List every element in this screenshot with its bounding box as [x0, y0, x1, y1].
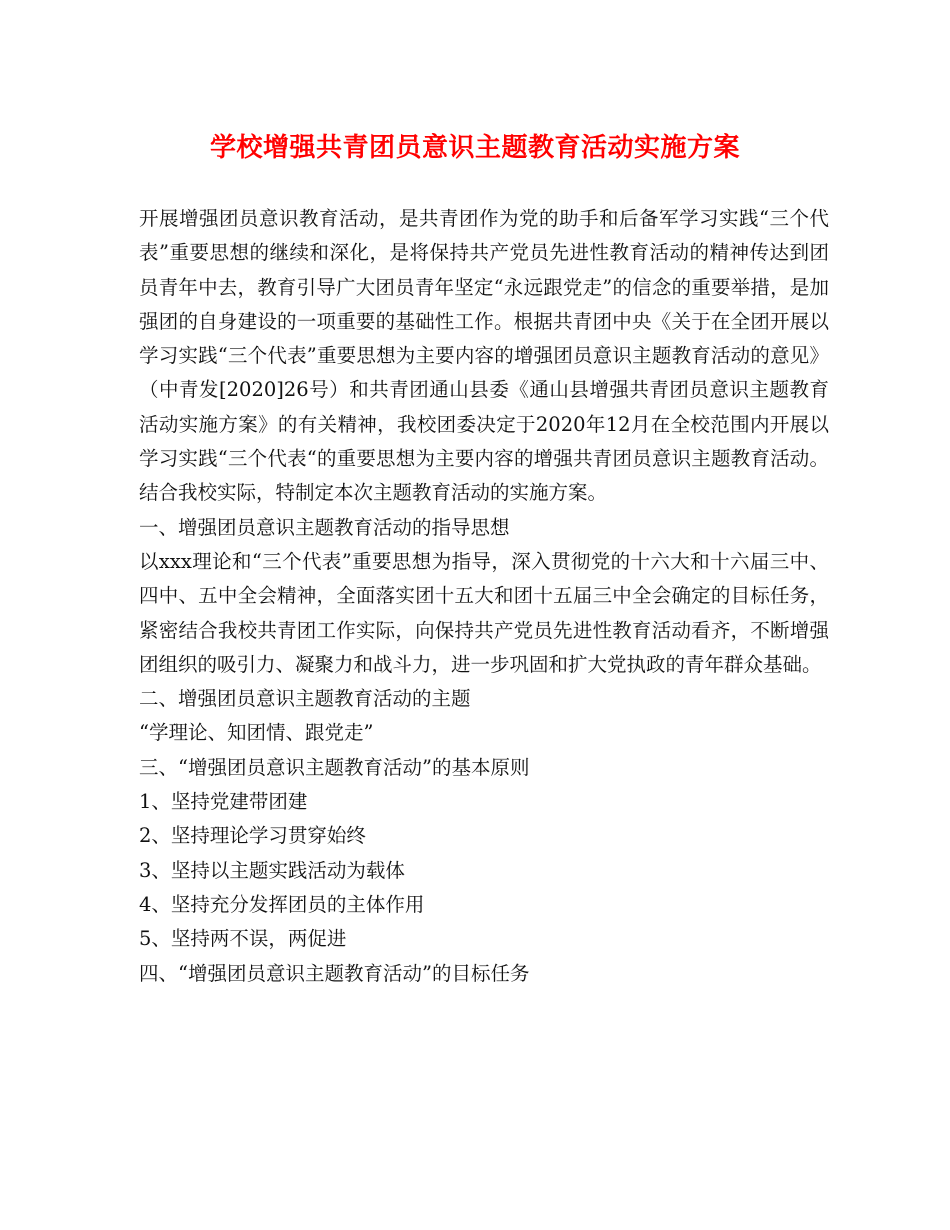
section-heading-1: 一、增强团员意识主题教育活动的指导思想 [139, 515, 510, 539]
section-heading-3: 三、“增强团员意识主题教育活动”的基本原则 [139, 755, 530, 779]
intro-paragraph: 开展增强团员意识教育活动，是共青团作为党的助手和后备军学习实践“三个代表”重要思想的继续和深化，是将保持共产党员先进性教育活动的精神传达到团员青年中去，教育引导广大团员青年坚定“永远跟党走”的信念的重要举措，是加强团的自身建设的一项重要的基础性工作。根据共青团中央《关于在全团开展以学习实践“三个代表”重要思想为主要内容的增强团员意识主题教育活动的意见》（中青发[2020]26号）和共青团通山县委《通山县增强共青团员意识主题教育活动实施方案》的有关精神，我校团委决定于2020年12月在全校范围内开展以学习实践“三个代表“的重要思想为主要内容的增强共青团员意识主题教育活动。结合我校实际，特制定本次主题教育活动的实施方案。 [139, 207, 829, 505]
document-body [139, 202, 829, 991]
section-paragraph-1: 以xxx理论和“三个代表”重要思想为指导，深入贯彻党的十六大和十六届三中、四中、五中全会精神，全面落实团十五大和团十五届三中全会确定的目标任务，紧密结合我校共青团工作实际，向保持共产党员先进性教育活动看齐，不断增强团组织的吸引力、凝聚力和战斗力，进一步巩固和扩大党执政的青年群众基础。 [139, 549, 829, 676]
section-heading-2: 二、增强团员意识主题教育活动的主题 [139, 687, 471, 711]
principle-item: 1、坚持党建带团建 [139, 790, 308, 814]
section-heading-4: 四、“增强团员意识主题教育活动”的目标任务 [139, 961, 530, 985]
principle-item: 3、坚持以主题实践活动为载体 [139, 858, 405, 882]
principle-item: 4、坚持充分发挥团员的主体作用 [139, 892, 425, 916]
section-paragraph-2: “学理论、知团情、跟党走” [139, 721, 374, 745]
document-title: 学校增强共青团员意识主题教育活动实施方案 [209, 133, 740, 163]
principle-item: 5、坚持两不误，两促进 [139, 927, 347, 951]
principle-item: 2、坚持理论学习贯穿始终 [139, 824, 366, 848]
